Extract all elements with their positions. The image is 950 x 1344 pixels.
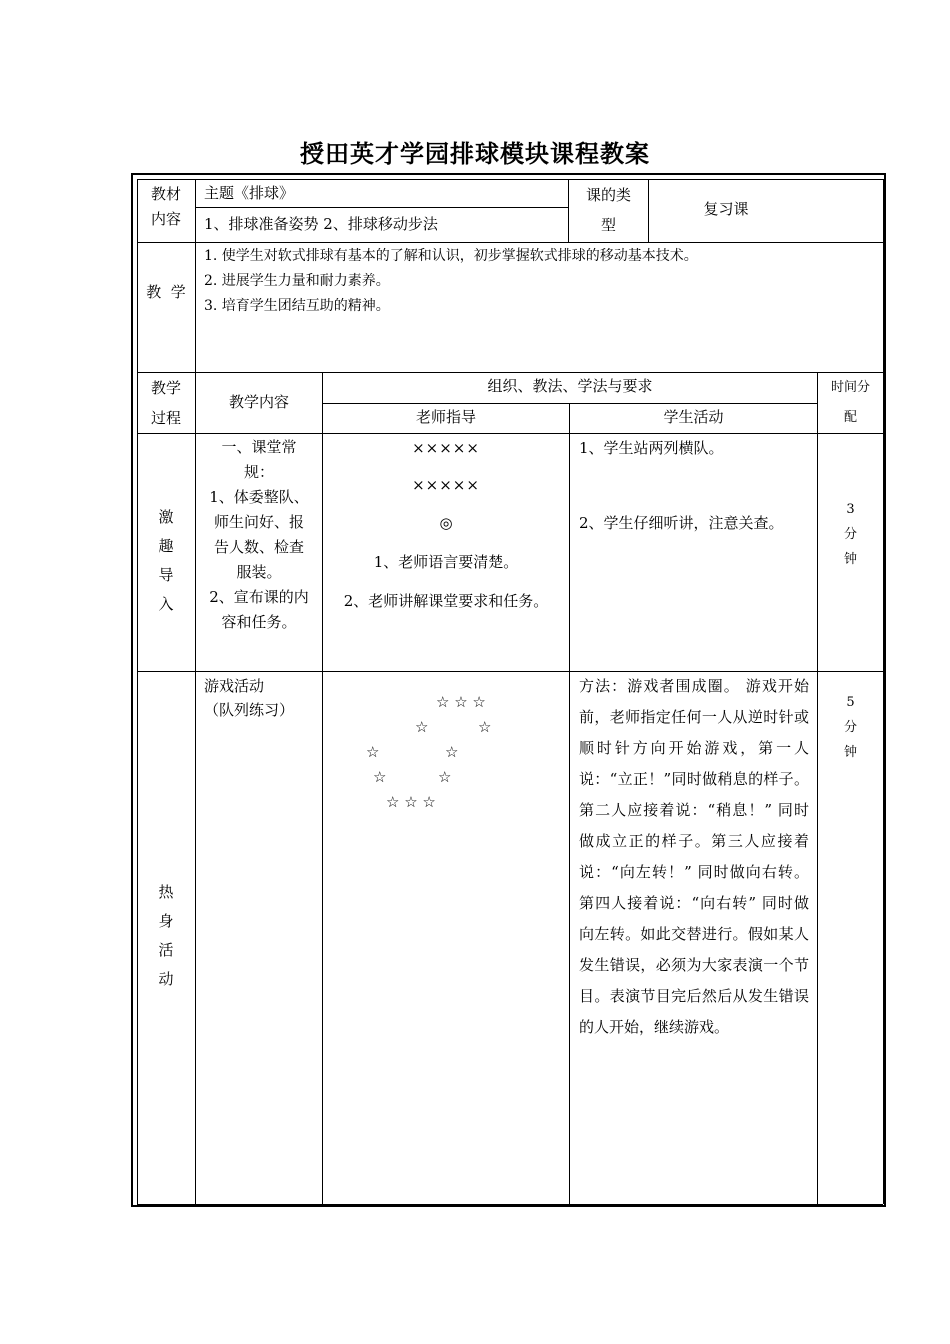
inner-border [137,179,883,180]
student-note: 1、学生站两列横队。 [579,439,724,457]
col-divider [569,403,570,1204]
goal-item: 3. 培育学生团结互助的精神。 [204,298,390,314]
warmup-stage: 热 身 活 动 [158,883,174,988]
goal-item: 1. 使学生对软式排球有基本的了解和认识，初步掌握软式排球的移动基本技术。 [204,248,698,264]
material-label: 教材 内容 [150,185,181,228]
row-divider [137,372,883,373]
star-icon: ☆ [366,743,380,761]
star-icon: ☆ [373,768,387,786]
teacher-note: 1、老师语言要清楚。 [373,553,519,571]
intro-stage: 激 趣 导 入 [158,508,174,613]
time-header: 时间分 配 [830,380,870,425]
student-note: 2、学生仔细听讲，注意关查。 [579,514,784,532]
intro-time: 3 分 钟 [843,502,857,567]
row-divider [196,207,568,208]
star-icon: ☆ [438,768,452,786]
star-formation-row: ☆ ☆ ☆ [436,693,486,711]
row-divider [137,242,883,243]
inner-border [137,1204,883,1205]
game-description: 方法：游戏者围成圈。 游戏开始前，老师指定任何一人从逆时针或顺时针方向开始游戏，第一人说：“立正！”同时做稍息的样子。第二人应接着说：“稍息！” 同时做成立正的样子。第三人应接着说：“向左转！” 同时做向右转。第四人接着说：“向右转” 同时做向左转。如此交替进行。假如某人发生错误，必须为大家表演一个节目。表演节目完后然后从发生错误的人开始，继续游戏。 [579,677,809,1036]
col-divider [195,372,196,1204]
topic-text: 主题《排球》 [204,184,295,202]
formation-row: ××××× [412,439,480,457]
teacher-header: 老师指导 [415,408,476,426]
intro-content: 一、课堂常 规： 1、体委整队、 师生问好、报 告人数、检查 服装。 2、宣布课的内 容和任务。 [209,438,309,631]
star-icon: ☆ [415,718,429,736]
inner-border [883,179,884,1204]
warmup-time: 5 分 钟 [843,695,857,760]
student-header: 学生活动 [663,408,724,426]
lesson-type-label: 课的类 型 [585,186,631,234]
teacher-position-icon: ◎ [439,514,453,532]
star-formation-row: ☆ ☆ ☆ [386,793,436,811]
warmup-content-subtitle: （队列练习） [204,701,295,719]
goal-item: 2. 进展学生力量和耐力素养。 [204,273,390,289]
star-icon: ☆ [445,743,459,761]
col-divider [195,242,196,373]
page-title: 授田英才学园排球模块课程教案 [300,140,650,168]
warmup-content-title: 游戏活动 [204,677,265,695]
process-header: 教学 过程 [150,379,181,427]
star-icon: ☆ [478,718,492,736]
inner-border [137,179,138,1204]
formation-row: ××××× [412,476,480,494]
lesson-type-value: 复习课 [703,200,749,218]
teacher-note: 2、老师讲解课堂要求和任务。 [343,592,549,610]
content-header: 教学内容 [228,393,289,411]
org-header: 组织、教法、学法与要求 [487,377,653,395]
col-divider [195,179,196,243]
goals-label: 教 学 [146,283,186,301]
content-text: 1、排球准备姿势 2、排球移动步法 [204,215,438,233]
row-divider [137,433,883,434]
